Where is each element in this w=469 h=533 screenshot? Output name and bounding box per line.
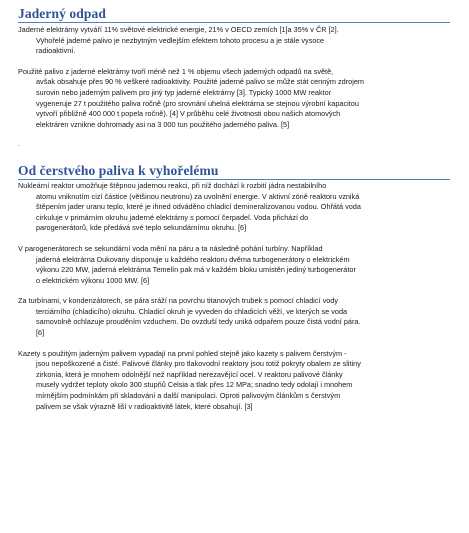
- paragraph: [18, 349, 458, 413]
- text-line: samovolně ochlazuje prouděním vzduchem. Do ovzduší tedy uniká odpařem pouze čistá vodní pára.: [36, 317, 361, 327]
- heading-underline: [18, 22, 450, 23]
- text-line: mírnějším podmínkám při skladování a další manipulaci. Oproti palivovým článkům s čerstvým: [36, 391, 341, 401]
- text-line: cirkuluje v primárním okruhu jaderné elektrárny s pomocí čerpadel. Voda přichází do: [36, 212, 309, 222]
- paragraph: [18, 25, 458, 57]
- text-line: Jaderné elektrárny vytváří 11% světové elektrické energie, 21% v OECD zemích [1]a 35% v ČR [2].: [18, 25, 339, 34]
- text-line: parogenerátorů, kde předává své teplo sekundárnímu okruhu. [6]: [36, 223, 247, 233]
- document-page: [18, 0, 458, 412]
- text-line: terciárního (chladicího) okruhu. Chladicí okruh je vyveden do chladicích věží, ve kterých se voda: [36, 306, 348, 316]
- text-line: o elektrickém výkonu 1000 MW. [6]: [36, 275, 150, 285]
- text-line: Vyhořelé jaderné palivo je nezbytným vedlejším efektem tohoto procesu a je stále vysoce: [36, 35, 325, 45]
- text-line: surovin nebo jaderným palivem pro jiný typ jaderné elektrárny [3]. Typický 1000 MW reaktor: [36, 87, 332, 97]
- paragraph: [18, 296, 458, 338]
- section-heading-fuel-cycle: Od čerstvého paliva k vyhořelému: [18, 162, 219, 178]
- text-line: elektráren vznikne dohromady asi na 3 000 tun použitého jaderného paliva. [5]: [36, 119, 290, 129]
- paragraph: [18, 181, 458, 234]
- text-line: radioaktivní.: [36, 46, 76, 56]
- text-line: musely vydržet teploty okolo 300 stupňů Celsia a tlak přes 12 MPa; snadno tedy odolají i mnohem: [36, 380, 353, 390]
- text-line: zirkonia, která je mnohem odolnější než například nerezavějící ocel. V reaktoru palivové články: [36, 369, 343, 379]
- text-line: jaderná elektrárna Dukovany disponuje u každého reaktoru dvěma turbogenerátory o elektrickém: [36, 254, 350, 264]
- text-line: štěpením jader uranu teplo, které je ihned odváděno chladicí demineralizovanou vodou. Ohřátá voda: [36, 202, 361, 212]
- text-line: výkonu 220 MW, jaderná elektrárna Temelín pak má v každém bloku umístěn jediný turbogenerátor: [36, 265, 356, 275]
- text-line: Použité palivo z jaderné elektrárny tvoří méně než 1 % objemu všech jaderných odpadů na světě,: [18, 66, 334, 76]
- section-heading-nuclear-waste: Jaderný odpad: [18, 6, 106, 21]
- text-line: vygeneruje 27 t použitého paliva ročně (pro srovnání uhelná elektrárna se stejnou výrobní kapacitou: [36, 98, 359, 108]
- text-line: Za turbínami, v kondenzátorech, se pára sráží na povrchu titanových trubek s pomocí chladicí vody: [18, 296, 339, 306]
- text-line: V parogenerátorech se sekundární voda mění na páru a ta následně pohání turbíny. Například: [18, 243, 323, 253]
- text-line: vytvoří přibližně 400 000 t popela ročně). [4] V průběhu celé životnosti obou našich atomových: [36, 109, 341, 119]
- text-line: avšak obsahuje přes 90 % veškeré radioaktivity. Použité jaderné palivo se může stát cenným zdrojem: [36, 77, 364, 87]
- text-line: jsou nepoškozené a čisté. Palivové články pro tlakovodní reaktory jsou totiž pokryty obalem ze slitiny: [36, 359, 361, 369]
- text-line: [6]: [36, 328, 45, 338]
- text-line: Nukleární reaktor umožňuje štěpnou jadernou reakci, při níž dochází k rozbití jádra nestabilního: [18, 180, 327, 190]
- text-line: Kazety s použitým jaderným palivem vypadají na první pohled stejně jako kazety s palivem čerstvým -: [18, 348, 347, 358]
- paragraph: [18, 244, 458, 286]
- stray-dot: .: [18, 139, 21, 149]
- paragraph: [18, 67, 458, 131]
- text-line: atomu vniknutím cizí částice (většinou neutronu) za uvolnění energie. V aktivní zóně reaktoru vzniká: [36, 191, 360, 201]
- heading-underline: [18, 179, 450, 180]
- text-line: palivem se však výrazně liší v radioaktivitě látek, které obsahují. [3]: [36, 401, 253, 411]
